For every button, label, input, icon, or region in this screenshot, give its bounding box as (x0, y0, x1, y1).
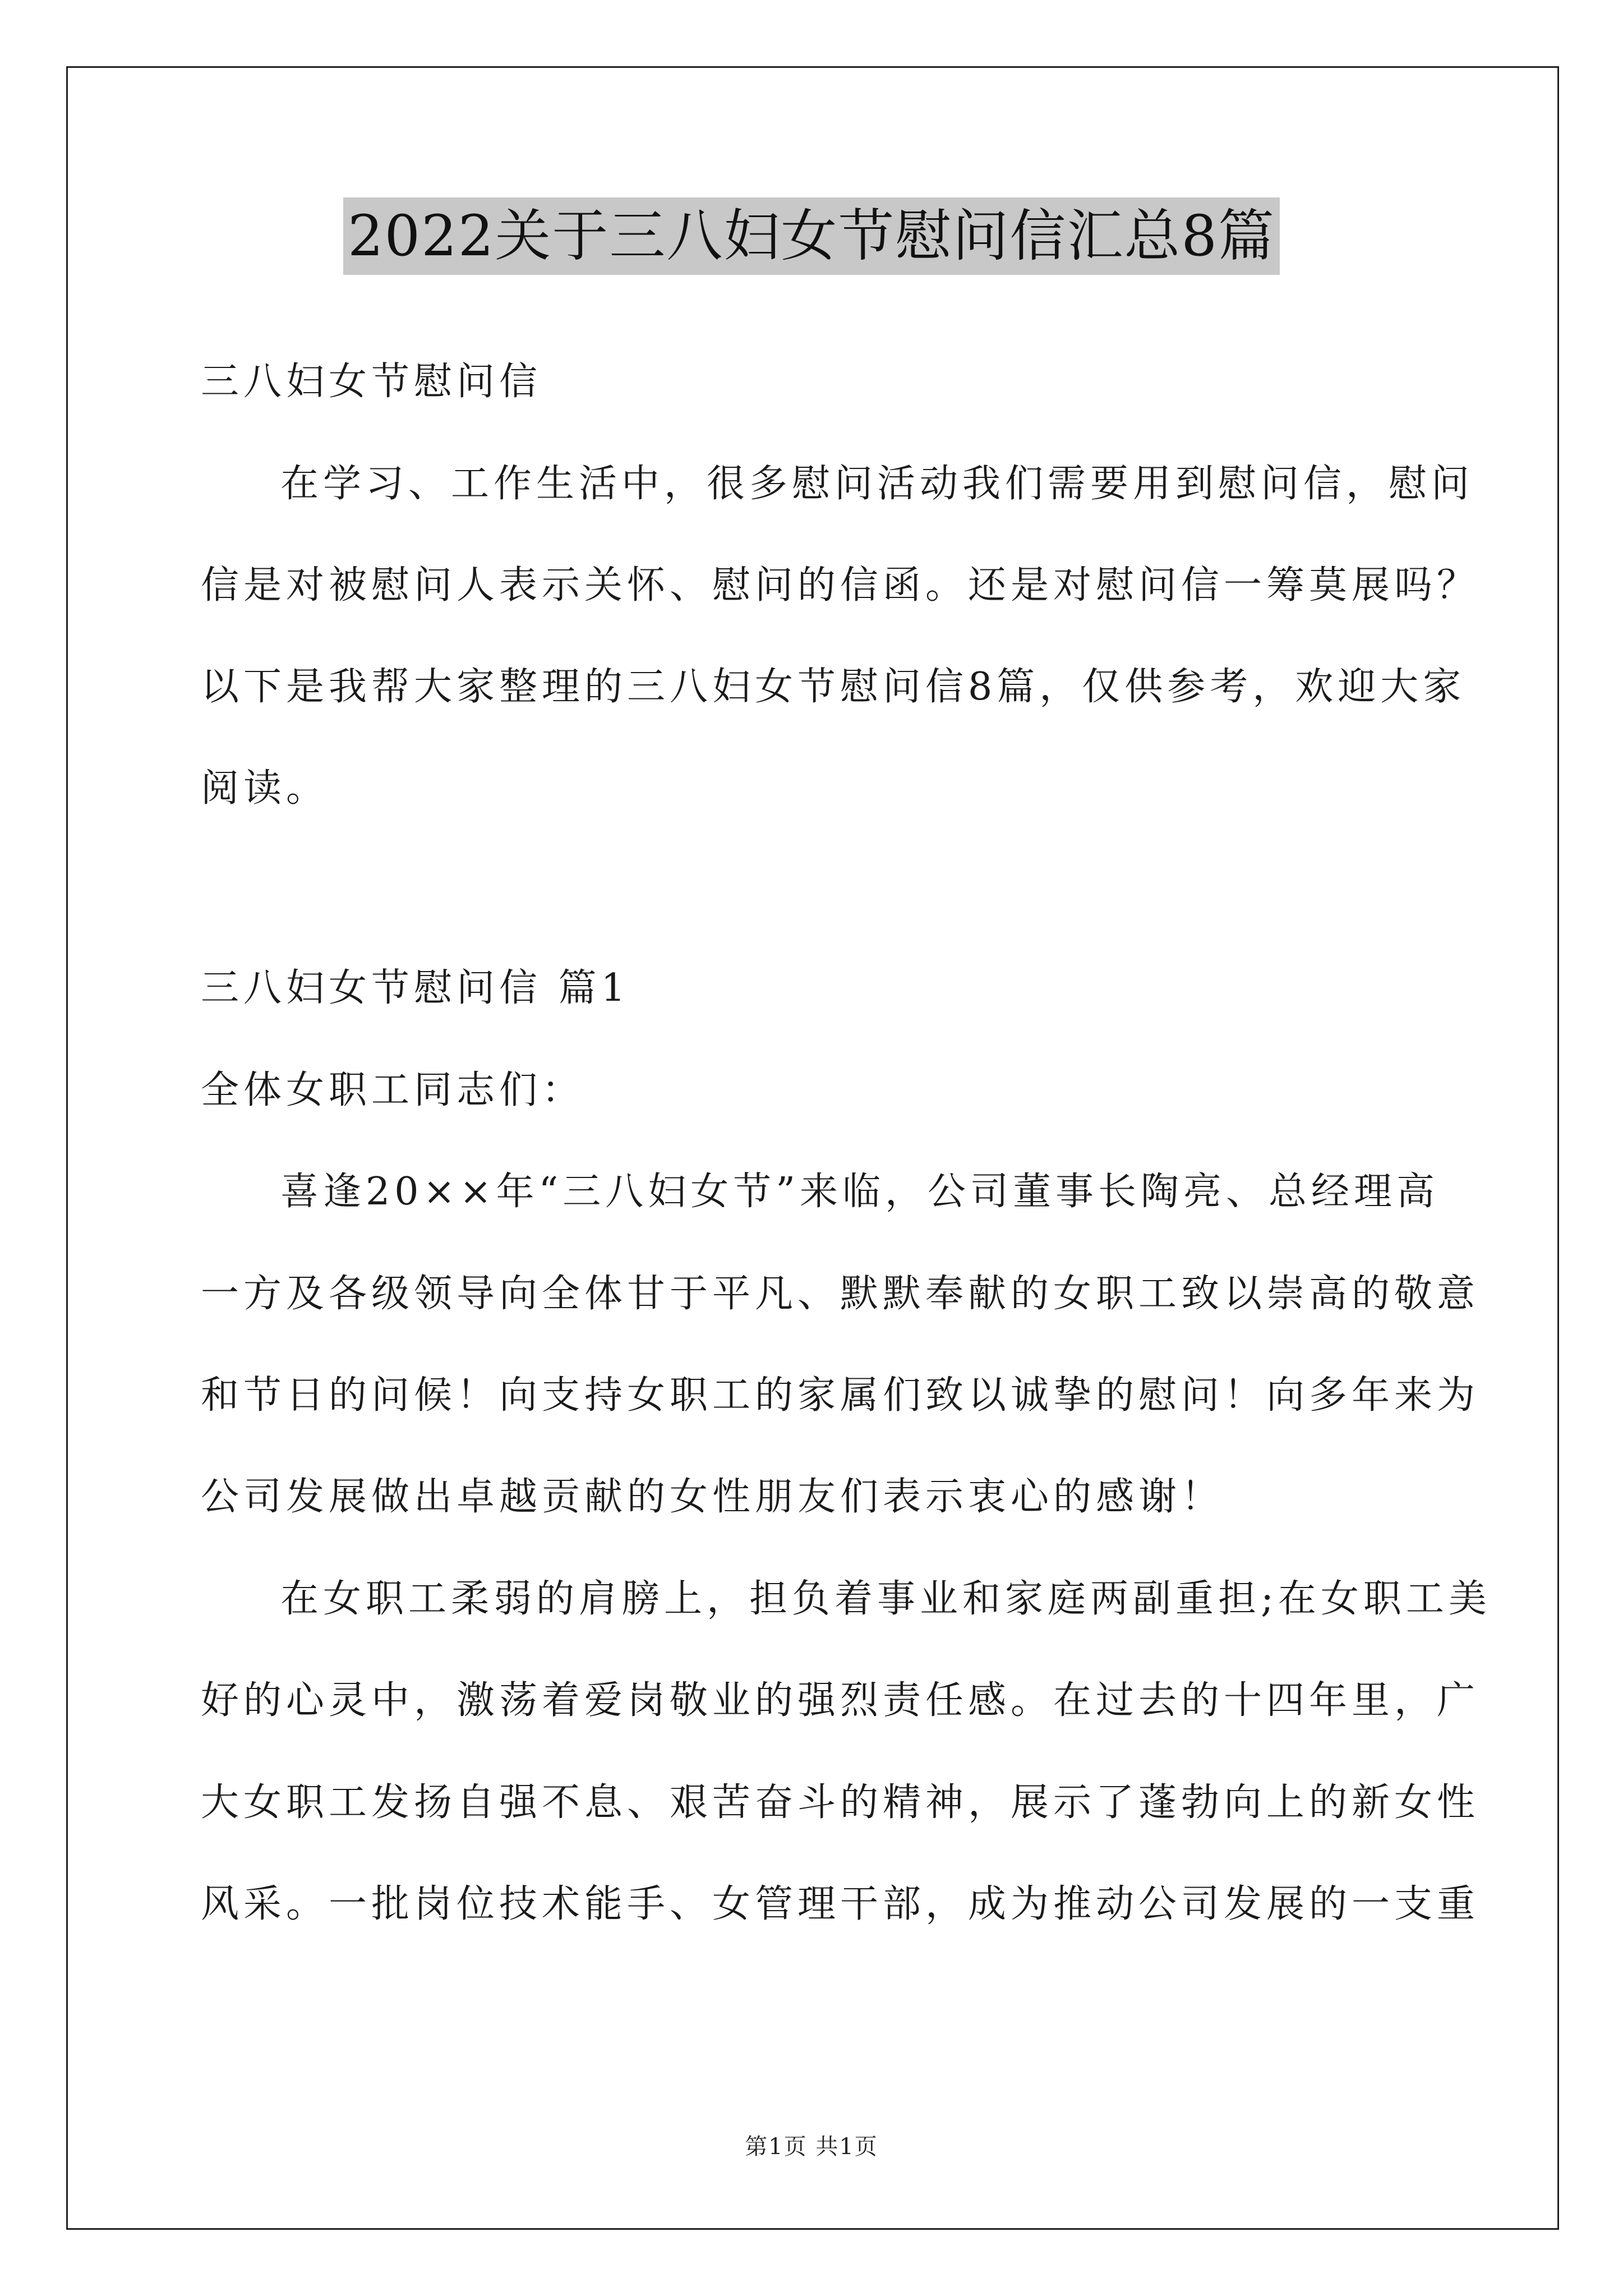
title-container (0, 197, 1623, 275)
paragraph-line: 在女职工柔弱的肩膀上，担负着事业和家庭两副重担;在女职工美 (280, 1577, 1491, 1621)
page-number-footer: 第1页 共1页 (745, 2134, 878, 2160)
paragraph-line: 好的心灵中，激荡着爱岗敬业的强烈责任感。在过去的十四年里，广 (201, 1678, 1480, 1723)
intro-line: 以下是我帮大家整理的三八妇女节慰问信8篇，仅供参考，欢迎大家 (201, 665, 1466, 709)
intro-line: 信是对被慰问人表示关怀、慰问的信函。还是对慰问信一筹莫展吗？ (201, 563, 1480, 608)
paragraph-line: 一方及各级领导向全体甘于平凡、默默奉献的女职工致以崇高的敬意 (201, 1272, 1480, 1316)
intro-line: 在学习、工作生活中，很多慰问活动我们需要用到慰问信，慰问 (280, 462, 1474, 506)
paragraph-line: 喜逢20××年“三八妇女节”来临，公司董事长陶亮、总经理高 (280, 1170, 1440, 1214)
document-title: 2022关于三八妇女节慰问信汇总8篇 (343, 197, 1280, 275)
intro-heading: 三八妇女节慰问信 (201, 360, 542, 404)
salutation: 全体女职工同志们： (201, 1068, 585, 1112)
paragraph-line: 公司发展做出卓越贡献的女性朋友们表示衷心的感谢！ (201, 1475, 1224, 1519)
paragraph-line: 风采。一批岗位技术能手、女管理干部，成为推动公司发展的一支重 (201, 1882, 1480, 1926)
intro-line: 阅读。 (201, 766, 329, 811)
paragraph-line: 大女职工发扬自强不息、艰苦奋斗的精神，展示了蓬勃向上的新女性 (201, 1780, 1480, 1825)
paragraph-line: 和节日的问候！向支持女职工的家属们致以诚挚的慰问！向多年来为 (201, 1373, 1480, 1418)
section-heading: 三八妇女节慰问信 篇1 (201, 966, 630, 1010)
